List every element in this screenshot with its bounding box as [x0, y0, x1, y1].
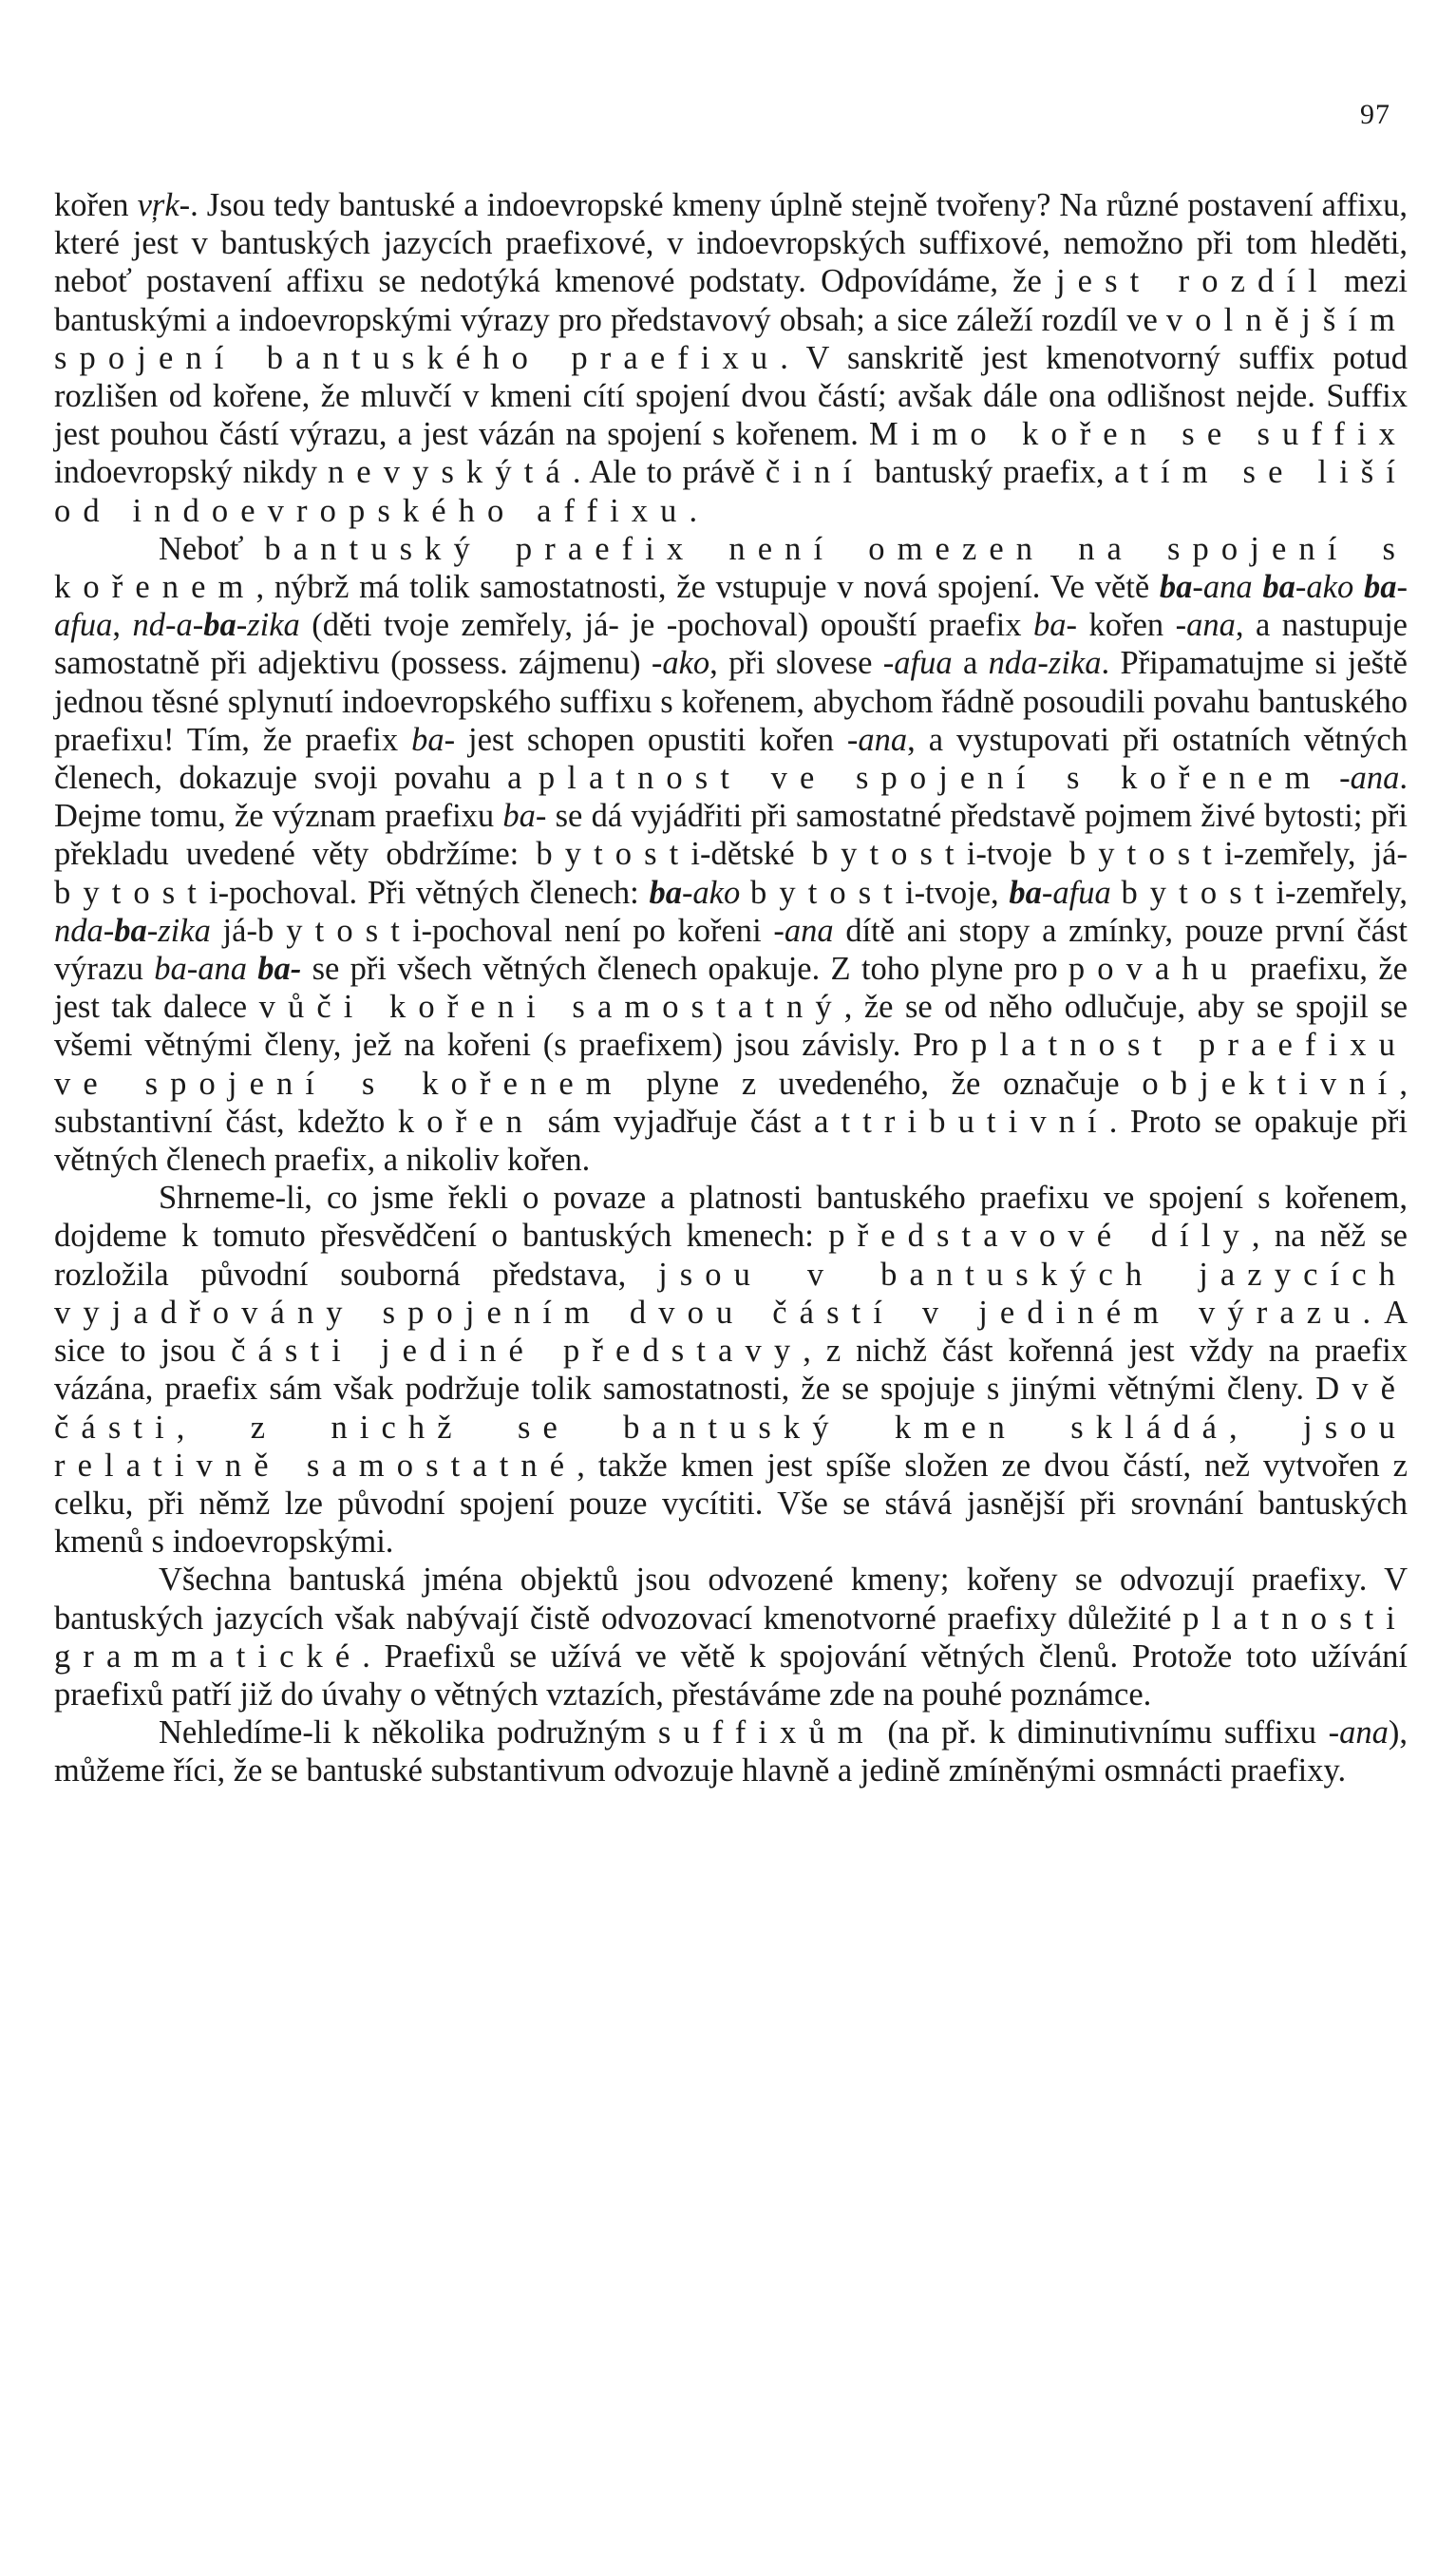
spaced-emphasis: volnějším spojení bantuského praefixu: [54, 301, 1408, 376]
spaced-emphasis: činí: [765, 454, 865, 491]
spaced-emphasis: jsou v bantuských jazycích vyjadřovány spojením dvou částí v jediném výrazu: [54, 1256, 1408, 1331]
spaced-emphasis: bytost: [811, 836, 967, 873]
text-run: kořen: [54, 187, 138, 223]
italic-term: -ana: [846, 721, 908, 758]
text-run: .: [689, 492, 698, 529]
italic-term: -afua: [54, 569, 1408, 644]
spaced-emphasis: vůči kořeni samostatný: [258, 989, 844, 1026]
bold-italic-prefix: ba: [649, 874, 682, 911]
text-run: se dá vyjádřiti při samostatné představě pojmem živé bytosti; při překladu uvedené věty obdržíme:: [54, 798, 1409, 873]
italic-term: -ana: [1175, 607, 1236, 644]
spaced-emphasis: objektivní: [1142, 1065, 1400, 1102]
text-run: praefixu, že jest tak dalece: [54, 951, 1408, 1026]
text-run: jest schopen opustiti kořen: [455, 721, 847, 758]
italic-term: nda-zika: [988, 645, 1102, 682]
text-run: i-pochoval není po kořeni: [411, 912, 774, 949]
spaced-emphasis: bytost: [54, 874, 210, 911]
italic-term: -afua: [882, 645, 953, 682]
text-run: (na př. k diminutivnímu suffixu: [875, 1714, 1329, 1751]
italic-term: nd-a-: [132, 607, 204, 644]
italic-term: ba-: [411, 721, 456, 758]
text-run: . Proto se opakuje při větných členech praefix, a nikoliv kořen.: [54, 1103, 1408, 1179]
italic-term: -ako: [651, 645, 710, 682]
text-run: . A sice to jsou: [54, 1294, 1408, 1370]
text-run: i-dětské: [690, 836, 812, 873]
spaced-emphasis: kořen: [397, 1103, 536, 1140]
text-run: , že se od něho odlučuje, aby se spojil se všemi větnými členy, jež na kořeni (s praefixem) jsou závisly. Pro: [54, 989, 1409, 1064]
italic-term: ba-: [502, 798, 547, 835]
text-run: i-zemřely,: [1276, 874, 1409, 911]
text-run: , substantivní část, kdežto: [54, 1065, 1408, 1140]
text-run: mezi bantuskými a indoevropskými výrazy pro představový obsah; a sice záleží rozdíl ve: [54, 263, 1409, 338]
italic-term: ba-: [1033, 607, 1078, 644]
text-run: kořen: [1077, 607, 1176, 644]
italic-term: vŗk-: [137, 187, 191, 223]
italic-term: -ana: [1192, 569, 1263, 606]
text-run: , takže kmen jest spíše složen ze dvou částí, než vytvořen z celku, při němž lze původní spojení pouze vycítiti. Vše se stává jasnější při srovnání bantuských kmenů s indoevropskými.: [54, 1447, 1408, 1561]
text-run: ), můžeme říci, že se bantuské substantivum odvozuje hlavně a jedině zmíněnými osmnácti praefixy.: [54, 1714, 1408, 1789]
text-run: [740, 875, 750, 911]
spaced-emphasis: Dvě části, z nichž se bantuský kmen skládá, jsou relativně samostatné: [54, 1371, 1408, 1484]
italic-term: -afua: [1041, 874, 1111, 911]
text-run: [247, 951, 257, 987]
bold-italic-prefix: ba: [1262, 569, 1295, 606]
spaced-emphasis: bytost: [1121, 874, 1276, 911]
text-run: indoevropský nikdy: [54, 454, 328, 491]
bold-italic-prefix: ba: [1363, 569, 1397, 606]
text-run: já-: [210, 912, 257, 949]
text-run: . V sanskritě jest kmenotvorný suffix potud rozlišen od kořene, že mluvčí v kmeni cítí spojení dvou částí; avšak dále ona odlišnost nejde. Suffix jest pouhou částí výrazu, a jest vázán na spojení s kořenem.: [54, 339, 1408, 453]
spaced-emphasis: suffixům: [657, 1714, 876, 1751]
text-run: i-tvoje: [966, 836, 1069, 873]
text-run: , z nichž část kořenná jest vždy na praefix vázána, praefix sám však podržuje tolik samostatnosti, že se spojuje s jinými větnými členy.: [54, 1333, 1409, 1408]
paragraph: [54, 1714, 1408, 1789]
text-run: (děti tvoje zemřely, já- je -pochoval) opouští praefix: [299, 607, 1034, 644]
text-run: . Jsou tedy bantuské a indoevropské kmeny úplně stejně tvořeny? Na různé postavení affixu, které jest v bantuských jazycích praefixové, v indoevropských suffixové, nemožno při tom hleděti, neboť postavení affixu se nedotýká kmenové podstaty. Odpovídáme, že: [54, 187, 1408, 300]
page-number: 97: [1360, 99, 1390, 130]
spaced-emphasis: platnost ve spojení s kořenem: [538, 760, 1323, 797]
spaced-emphasis: povahu: [1068, 951, 1240, 988]
spaced-emphasis: představové díly: [828, 1218, 1252, 1255]
spaced-emphasis: platnosti grammatické: [54, 1600, 1408, 1675]
text-run: Shrneme-li, co jsme řekli o povaze a platnosti bantuského praefixu ve spojení s kořenem, dojdeme k tomuto přesvědčení o bantuských kmenech:: [54, 1180, 1408, 1255]
text-run: Neboť: [159, 530, 265, 567]
text-run: [1323, 760, 1340, 796]
paragraph: [54, 186, 1408, 530]
bold-italic-prefix: ba: [1009, 874, 1042, 911]
text-run: Všechna bantuská jména objektů jsou odvozené kmeny; kořeny se odvozují praefixy. V bantuských jazycích však nabývají čistě odvozovací kmenotvorné praefixy důležité: [54, 1562, 1408, 1637]
paragraph: [54, 1561, 1408, 1714]
spaced-emphasis: bytost: [749, 874, 905, 911]
paragraph: [54, 530, 1408, 1179]
bold-italic-prefix: ba: [114, 912, 147, 949]
spaced-emphasis: nevyskýtá: [327, 454, 573, 491]
text-run: i-zemřely, já-: [1223, 836, 1408, 873]
italic-term: -zika: [236, 607, 300, 644]
text-run: . Dejme tomu, že význam praefixu: [54, 760, 1408, 835]
text-run: , a nastupuje samostatně při adjektivu (possess. zájmenu): [54, 607, 1408, 682]
bold-italic-prefix: ba: [203, 607, 236, 644]
text-run: . Ale to právě: [572, 454, 766, 491]
spaced-emphasis: bytost: [1068, 836, 1224, 873]
text-run: , nýbrž má tolik samostatnosti, že vstupuje v nová spojení. Ve větě: [255, 569, 1160, 606]
spaced-emphasis: bantuský praefix není omezen na spojení s kořenem: [54, 530, 1408, 606]
bold-italic-prefix: ba: [1159, 569, 1193, 606]
body-text: [54, 186, 1408, 1790]
spaced-emphasis: tím se liší od indoevropského affixu: [54, 454, 1408, 529]
text-run: . Praefixů se užívá ve větě k spojování větných členů. Protože toto užívání praefixů patří již do úvahy o větných vztazích, přestáváme zde na pouhé poznámce.: [54, 1638, 1408, 1713]
italic-term: -zika: [146, 912, 211, 949]
italic-term: -ana: [773, 912, 834, 949]
text-run: , na něž se rozložila původní souborná představa,: [54, 1218, 1408, 1293]
text-run: i-tvoje,: [904, 874, 1010, 911]
text-run: a: [952, 645, 989, 682]
italic-term: -ana: [1339, 760, 1400, 797]
italic-term: nda-: [54, 912, 115, 949]
text-run: dítě ani stopy a zmínky, pouze první část výrazu: [54, 912, 1408, 988]
paragraph: [54, 1179, 1408, 1561]
spaced-emphasis: bytost: [256, 912, 412, 949]
text-run: se při všech větných členech opakuje. Z toho plyne pro: [301, 951, 1068, 988]
spaced-emphasis: části jediné představy: [231, 1333, 804, 1370]
text-run: plyne z uvedeného, že označuje: [623, 1065, 1143, 1102]
italic-term: -ako: [1295, 569, 1364, 606]
spaced-emphasis: platnost praefixu ve spojení s kořenem: [54, 1027, 1408, 1102]
italic-term: ba-ana: [154, 951, 247, 988]
italic-term: -ana: [1328, 1714, 1389, 1751]
text-run: ,: [112, 607, 133, 644]
bold-italic-prefix: ba-: [257, 951, 302, 988]
italic-term: -ako: [681, 874, 741, 911]
spaced-emphasis: attributivní: [814, 1103, 1109, 1140]
spaced-emphasis: jest rozdíl: [1055, 263, 1330, 300]
text-run: , a vystupovati při ostatních větných členech, dokazuje svoji povahu a: [54, 721, 1408, 797]
spaced-emphasis: Mimo kořen se suffix: [868, 416, 1408, 453]
text-run: , při slovese: [709, 645, 883, 682]
text-run: sám vyjadřuje část: [535, 1103, 815, 1140]
text-run: bantuský praefix, a: [864, 454, 1140, 491]
text-run: i-pochoval. Při větných členech:: [209, 874, 650, 911]
text-run: . Připamatujme si ještě jednou těsné splynutí indoevropského suffixu s kořenem, abychom řádně posoudili povahu bantuského praefixu! Tím, že praefix: [54, 645, 1408, 758]
spaced-emphasis: bytost: [536, 836, 691, 873]
text-run: Nehledíme-li k několika podružným: [159, 1714, 658, 1751]
text-run: [1111, 875, 1122, 911]
